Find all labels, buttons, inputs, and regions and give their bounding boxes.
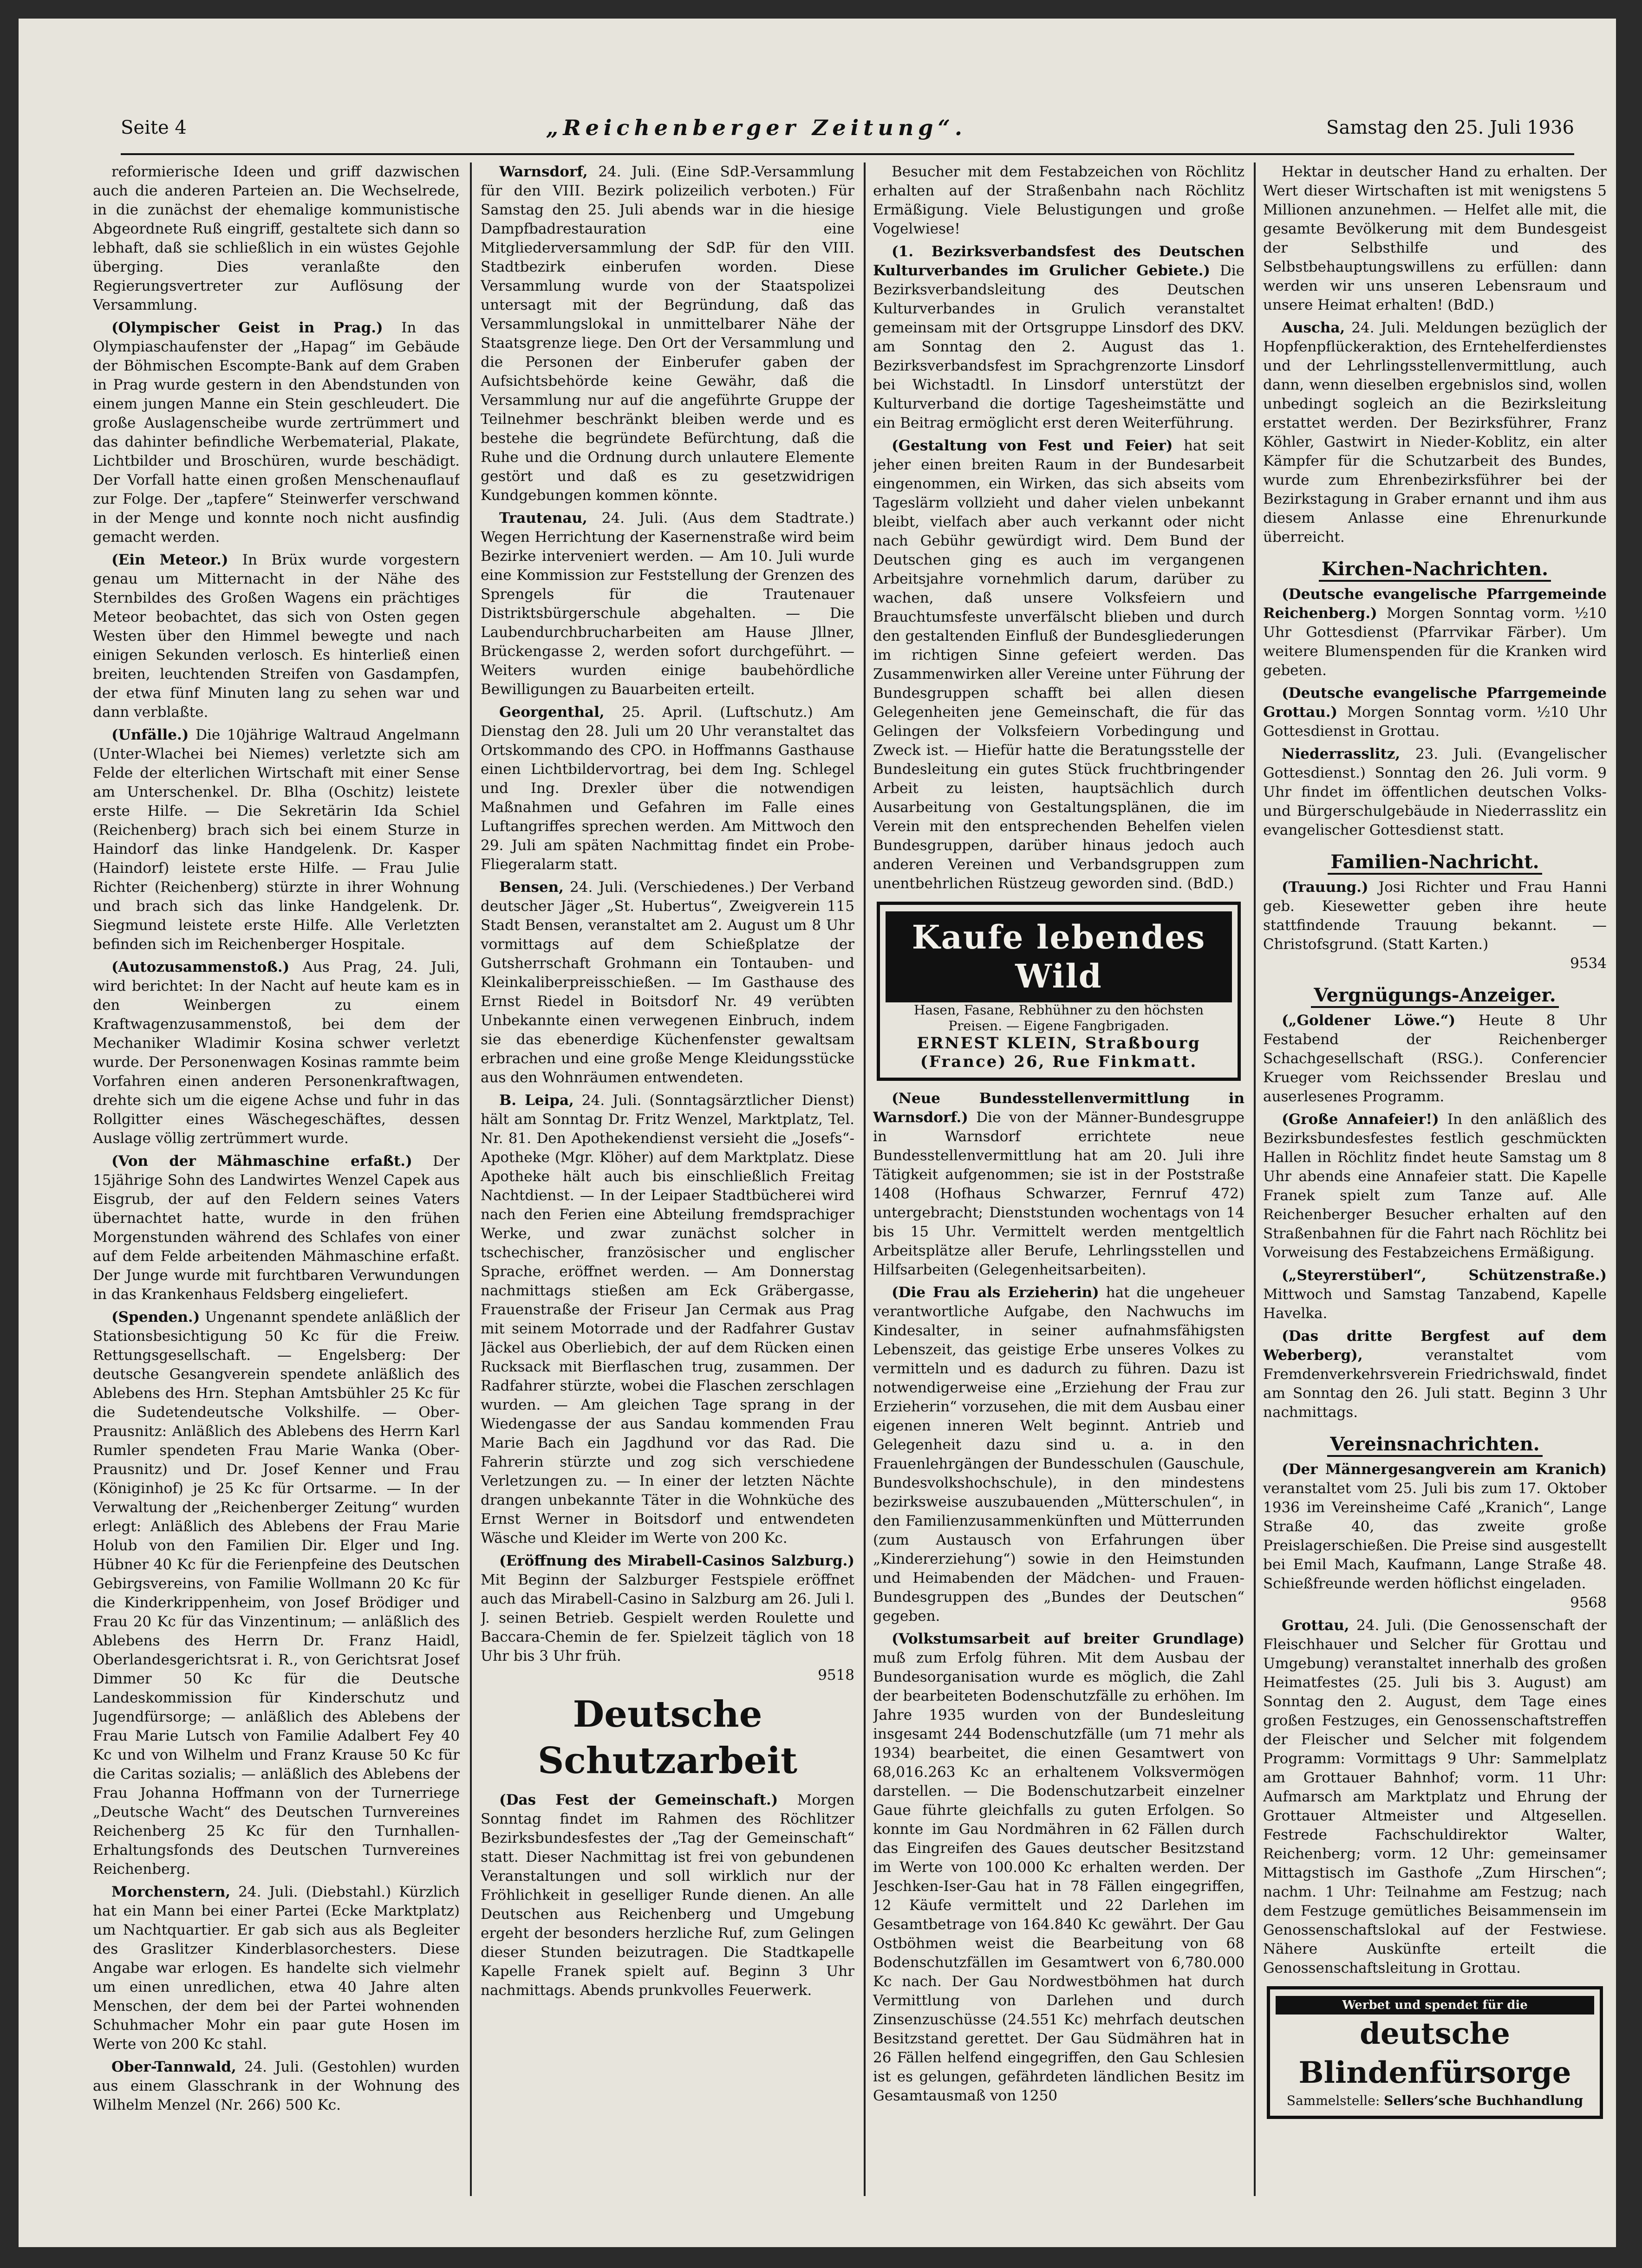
section-heading-vergnuegung: Vergnügungs-Anzeiger. — [1263, 982, 1607, 1008]
article: (Die Frau als Erzieherin) hat die ungeheuer verantwortliche Aufgabe, den Nachwuchs im Kindesalter, in seiner aufnahmsfähigsten Lebenszeit, das geistige Erbe unseres Volkes zu vermitteln und es dadurch zu führen. Dazu ist notwendigerweise eine „Erziehung der Frau zur Erzieherin“ vorzusehen, die mit dem Ausbau einer eigenen inneren Welt beginnt. Antrieb und Gelegenheit dazu sind u. a. in den Frauenlehrgängen der Bundesschulen (Gauschule, Bundesvolkshochschule), in den mindestens bezirksweise auszubauenden „Mütterschulen“, in den Familienzusammenkünften und Mütterrunden (zum Austausch von Erfahrungen über „Kindererziehung“) sowie in den Heimstunden und Heimabenden der Mädchen- und Frauen-Bundesgruppen des „Bundes der Deutschen“ gegeben. — [873, 1284, 1245, 1625]
column-3 — [873, 162, 1245, 2196]
article: reformierische Ideen und griff dazwischen auch die anderen Parteien an. Die Wechselrede, in die zunächst der ehemalige kommunistische Abgeordnete Ruß eingriff, gestaltete sich dann so lebhaft, daß sie schließlich in ein wüstes Gejohle überging. Dies veranlaßte den Regierungsvertreter zur Auflösung der Versammlung. — [93, 163, 460, 313]
column-rule — [470, 162, 472, 2196]
newspaper-page — [19, 19, 1616, 2247]
article: Morchenstern, 24. Juli. (Diebstahl.) Kürzlich hat ein Mann bei einer Partei (Ecke Marktplatz) um Nachtquartier. Er gab sich aus als Begleiter des Graslitzer Kinderblasorchesters. Diese Angabe war erlogen. Es handelte sich vielmehr um einen unredlichen, etwa 40 Jahre alten Menschen, der dem bei der Partei wohnenden Schuhmacher Mohr ein paar gute Hosen im Werte von 200 Kc stahl. — [93, 1884, 460, 2053]
column-1 — [93, 162, 460, 2196]
article: Bensen, 24. Juli. (Verschiedenes.) Der Verband deutscher Jäger „St. Hubertus“, Zweigverein 115 Stadt Bensen, veranstaltet am 2. August um 8 Uhr vormittags auf dem Schießplatze der Gutsherrschaft Grohmann ein Tontauben- und Kleinkaliberpreisschießen. — Im Gasthause des Ernst Riedel in Boitsdorf Nr. 49 verübten Unbekannte einen verwegenen Einbruch, indem sie das ebenerdige Küchenfenster gewaltsam erbrachen und eine große Menge Kleidungsstücke aus den Wohnräumen entwendeten. — [481, 879, 854, 1086]
notice: (Der Männergesangverein am Kranich) veranstaltet vom 25. Juli bis zum 17. Oktober 1936 im Vereinsheime Café „Kranich“, Lange Straße 40, das zweite große Preislagerschießen. Die Preise sind ausgestellt bei Emil Mach, Kaufmann, Lange Straße 48. Schießfreunde werden höflichst eingeladen. 9568 — [1263, 1460, 1607, 1612]
ad-blind-headline: deutsche Blindenfürsorge — [1298, 2016, 1571, 2090]
article: Hektar in deutscher Hand zu erhalten. Der Wert dieser Wirtschaften ist mit wenigstens 5 Millionen anzunehmen. — Helfet alle mit, die gesamte Bevölkerung mit dem Bundesgeist der Selbsthilfe und des Selbstbehauptungswillens zu erfüllen: dann werden wir uns unseren Lebensraum und unsere Heimat erhalten! (BdD.) — [1263, 163, 1607, 313]
ad-wild-firm: ERNEST KLEIN, Straßbourg — [917, 1034, 1201, 1053]
column-rule — [1254, 162, 1256, 2196]
section-heading-kirchen: Kirchen-Nachrichten. — [1263, 556, 1607, 582]
ad-wild-text: Hasen, Fasane, Rebhühner zu den höchsten Preisen. — Eigene Fangbrigaden. — [913, 1002, 1204, 1033]
notice: (Das dritte Bergfest auf dem Weberberg), veranstaltet vom Fremdenverkehrsverein Friedrichswald, findet am Sonntag den 26. Juli statt. Beginn 3 Uhr nachmittags. — [1263, 1328, 1607, 1421]
article: (Ein Meteor.) In Brüx wurde vorgestern genau um Mitternacht in der Nähe des Sternbildes des Großen Wagens ein prächtiges Meteor beobachtet, das sich von Osten gegen Westen über den Himmel bewegte und nach einigen Sekunden verlosch. Es hinterließ einen breiten, leuchtenden Streifen von Gasdampfen, der etwa fünf Minuten lang zu sehen war und dann verblaßte. — [93, 552, 460, 721]
ad-wild-address: (France) 26, Rue Finkmatt. — [920, 1053, 1198, 1071]
section-heading-vereins: Vereinsnachrichten. — [1263, 1431, 1607, 1457]
article: Warnsdorf, 24. Juli. (Eine SdP.-Versammlung für den VIII. Bezirk polizeilich verboten.) Für Samstag den 25. Juli abends war in die hiesige Dampfbadrestauration eine Mitgliederversammlung der SdP. für den VIII. Stadtbezirk einberufen worden. Diese Versammlung wurde von der Staatspolizei untersagt mit der Begründung, daß das Versammlungslokal in unmittelbarer Nähe der Staatsgrenze liege. Den Ort der Versammlung und die Personen der Einberufer gaben der Aufsichtsbehörde keine Gewähr, daß die Versammlung nur auf die angeführte Gruppe der Teilnehmer beschränkt bleiben werde und es bestehe die begründete Befürchtung, daß die Ruhe und die Ordnung durch unlautere Elemente gestört und daß es zu gesetzwidrigen Kundgebungen kommen könnte. — [481, 163, 854, 504]
article: B. Leipa, 24. Juli. (Sonntagsärztlicher Dienst) hält am Sonntag Dr. Fritz Wenzel, Marktplatz, Tel. Nr. 81. Den Apothekendienst versieht die „Josefs“-Apotheke (Mgr. Klöher) auf dem Marktplatz. Diese Apotheke hält auch bis einschließlich Freitag Nachtdienst. — In der Leipaer Stadtbücherei wird nach den Ferien eine Abteilung fremdsprachiger Werke, und zwar zunächst solcher in tschechischer, französischer und englischer Sprache, eröffnet werden. — Am Donnerstag nachmittags stießen am Eck Gräbergasse, Frauenstraße der Friseur Jan Cermak aus Prag mit seinem Motorrade und der Radfahrer Gustav Jäckel aus Oberliebich, der auf dem Rücken einen Rucksack mit Bierflaschen trug, zusammen. Der Radfahrer stürzte, wobei die Flaschen zerschlagen wurden. — Am gleichen Tage sprang in der Wiedengasse der aus Sandau kommenden Frau Marie Bach ein Jagdhund vor das Rad. Die Fahrerin stürzte und zog sich verschiedene Verletzungen zu. — In einer der letzten Nächte drangen unbekannte Täter in die Wohnküche des Ernst Werner in Boitsdorf und entwendeten Wäsche und Kleider im Werte von 200 Kc. — [481, 1092, 854, 1547]
article: Auscha, 24. Juli. Meldungen bezüglich der Hopfenpflückeraktion, des Erntehelferdienstes und der Lehrlingsstellenvermittlung, auch dann, wenn dieselben ergebnislos sind, wollen unbedingt sogleich an die Bezirksleitung erstattet werden. Der Bezirksführer, Franz Köhler, Gastwirt in Nieder-Koblitz, ein alter Kämpfer für die Schutzarbeit des Bundes, wurde zum Ehrenbezirksführer bei der Bezirkstagung in Graber ernannt und ihm aus diesem Anlasse eine Ehrenurkunde überreicht. — [1263, 319, 1607, 546]
article: (1. Bezirksverbandsfest des Deutschen Kulturverbandes im Grulicher Gebiete.) Die Bezirksverbandsleitung des Deutschen Kulturverbandes in Grulich veranstaltet gemeinsam mit der Ortsgruppe Linsdorf des DKV. am Sonntag den 2. August das 1. Bezirksverbandsfest im Sprachgrenzorte Linsdorf bei Wichstadtl. In Linsdorf unterstützt der Kulturverband die dortige Tagesheimstätte und ein Beitrag ermöglicht erst deren Weiterführung. — [873, 243, 1245, 431]
ad-number: 9534 — [1570, 955, 1607, 972]
notice: Niederrasslitz, 23. Juli. (Evangelischer Gottesdienst.) Sonntag den 26. Juli vorm. 9 Uhr findet im öffentlichen deutschen Volks- und Bürgerschulgebäude in Niederrasslitz ein evangelischer Gottesdienst statt. — [1263, 746, 1607, 838]
column-2 — [481, 162, 854, 2196]
ad-number: 9518 — [818, 1667, 854, 1683]
advertisement-blindenfuersorge — [1267, 1986, 1603, 2119]
ad-wild-headline-box — [886, 911, 1232, 1002]
notice: („Steyrerstüberl“, Schützenstraße.) Mittwoch und Samstag Tanzabend, Kapelle Havelka. — [1263, 1267, 1607, 1322]
ad-blind-foot: Sammelstelle: Sellers’sche Buchhandlung — [1286, 2093, 1583, 2108]
article: (Olympischer Geist in Prag.) In das Olympiaschaufenster der „Hapag“ im Gebäude der Böhmischen Escompte-Bank auf dem Graben in Prag wurde gestern in den Abendstunden von einem jungen Manne ein Stein geschleudert. Die große Auslagenscheibe wurde zertrümmert und das dahinter befindliche Werbematerial, Plakate, Lichtbilder und Broschüren, wurde beschädigt. Der Vorfall hatte einen großen Menschenauflauf zur Folge. Der „tapfere“ Steinwerfer verschwand in der Menge und konnte noch nicht ausfindig gemacht werden. — [93, 319, 460, 546]
section-banner: Deutsche Schutzarbeit — [537, 1693, 798, 1782]
article: (Volkstumsarbeit auf breiter Grundlage) muß zum Erfolg führen. Mit dem Ausbau der Bundesorganisation wurde es möglich, die Zahl der bearbeiteten Bodenschutzfälle zu erhöhen. Im Jahre 1935 wurden von der Bundesleitung insgesamt 244 Bodenschutzfälle (um 71 mehr als 1934) bearbeitet, die einen Gesamtwert von 68,016.263 Kc an erhaltenem Volksvermögen darstellen. — Die Bodenschutzarbeit einzelner Gaue führte gleichfalls zu guten Erfolgen. So konnte im Gau Nordmähren in 62 Fällen durch das Eingreifen des Gaues deutscher Besitzstand im Werte von 100.000 Kc erhalten werden. Der Jeschken-Iser-Gau hat in 78 Fällen eingegriffen, 12 Käufe vermittelt und 22 Darlehen im Gesamtbetrage von 164.840 Kc gewährt. Der Gau Ostböhmen weist die Bearbeitung von 68 Bodenschutzfällen im Gesamtwert von 6,780.000 Kc nach. Der Gau Nordwestböhmen hat durch Vermittlung von Darlehen und durch Zinsenzuschüsse (24.551 Kc) mehrfach deutschen Besitzstand gerettet. Der Gau Südmähren hat in 26 Fällen helfend eingegriffen, den Gau Schlesien ist es gelungen, gefährdeten ländlichen Besitz im Gesamtausmaß von 1250 — [873, 1631, 1245, 2104]
section-heading-familien: Familien-Nachricht. — [1263, 849, 1607, 875]
notice: (Deutsche evangelische Pfarrgemeinde Grottau.) Morgen Sonntag vorm. ½10 Uhr Gottesdienst in Grottau. — [1263, 685, 1607, 740]
article: Besucher mit dem Festabzeichen von Röchlitz erhalten auf der Straßenbahn nach Röchlitz Ermäßigung. Viele Belustigungen und große Vogelwiese! — [873, 163, 1245, 237]
page-number: Seite 4 — [121, 117, 187, 138]
article: Ober-Tannwald, 24. Juli. (Gestohlen) wurden aus einem Glasschrank in der Wohnung des Wilhelm Menzel (Nr. 266) 500 Kc. — [93, 2059, 460, 2113]
column-4 — [1263, 162, 1607, 2196]
ad-wild-headline: Kaufe lebendes Wild — [912, 918, 1206, 995]
issue-date: Samstag den 25. Juli 1936 — [1326, 117, 1574, 138]
article: (Neue Bundesstellenvermittlung in Warnsdorf.) Die von der Männer-Bundesgruppe in Warnsdorf errichtete neue Bundesstellenvermittlung hat am 20. Juli ihre Tätigkeit aufgenommen; sie ist in der Poststraße 1408 (Hofhaus Schwarzer, Fernruf 472) untergebracht; Dienststunden wochentags von 14 bis 15 Uhr. Vermittelt werden mentgeltlich Arbeitsplätze aller Berufe, Lehrlingsstellen und Hilfsarbeiten (Gelegenheitsarbeiten). — [873, 1090, 1245, 1278]
notice: Grottau, 24. Juli. (Die Genossenschaft der Fleischhauer und Selcher für Grottau und Umgebung) veranstaltet innerhalb des großen Heimatfestes (25. Juli bis 3. August) am Sonntag den 2. August, dem Tage eines großen Festzuges, ein Genossenschaftstreffen der Fleischer und Selcher mit folgendem Programm: Vormittags 9 Uhr: Sammelplatz am Grottauer Bahnhof; vorm. 11 Uhr: Aufmarsch am Marktplatz und Ehrung der Grottauer Altmeister und Altgesellen. Festrede Fachschuldirektor Walter, Reichenberg; vorm. 12 Uhr: gemeinsamer Mittagstisch im Gasthofe „Zum Hirschen“; nachm. 1 Uhr: Teilnahme am Festzug; nach dem Festzuge gemütliches Beisammensein im Genossenschaftslokal auf der Festwiese. Nähere Auskünfte erteilt die Genossenschaftsleitung in Grottau. — [1263, 1617, 1607, 1976]
column-rule — [864, 162, 866, 2196]
ad-blind-top: Werbet und spendet für die — [1276, 1996, 1594, 2015]
article: Trautenau, 24. Juli. (Aus dem Stadtrate.) Wegen Herrichtung der Kasernenstraße wird beim Bezirke interveniert werden. — Am 10. Juli wurde eine Kommission zur Feststellung der Grenzen des Sprengels für die Trautenauer Distriktsbürgerschule abgehalten. — Die Laubendurchbrucharbeiten am Hause Jllner, Brückengasse 2, werden sofort durchgeführt. — Weiters wurden einige baubehördliche Bewilligungen zu Bauarbeiten erteilt. — [481, 510, 854, 698]
notice: („Goldener Löwe.“) Heute 8 Uhr Festabend der Reichenberger Schachgesellschaft (RSG.). Conferencier Krueger vom Reichssender Breslau und auserlesenes Programm. — [1263, 1012, 1607, 1105]
page-header — [121, 102, 1574, 155]
advertisement-wild — [877, 902, 1241, 1081]
article: (Eröffnung des Mirabell-Casinos Salzburg.) Mit Beginn der Salzburger Festspiele eröffnet auch das Mirabell-Casino in Salzburg am 26. Juli l. J. seinen Betrieb. Gespielt werden Roulette und Baccara-Chemin de fer. Spielzeit täglich von 18 Uhr bis 3 Uhr früh. 9518 — [481, 1552, 854, 1685]
notice: (Deutsche evangelische Pfarrgemeinde Reichenberg.) Morgen Sonntag vorm. ½10 Uhr Gottesdienst (Pfarrvikar Färber). Um weitere Blumenspenden für die Kranken wird gebeten. — [1263, 586, 1607, 679]
article: (Spenden.) Ungenannt spendete anläßlich der Stationsbesichtigung 50 Kc für die Freiw. Rettungsgesellschaft. — Engelsberg: Der deutsche Gesangverein spendete anläßlich des Ablebens des Hrn. Stephan Amtsbühler 25 Kc für die Sudetendeutsche Volkshilfe. — Ober-Prausnitz: Anläßlich des Ablebens des Herrn Karl Rumler spendeten Frau Marie Wanka (Ober-Prausnitz) und Dr. Josef Kenner und Frau (Königinhof) je 25 Kc für Ortsarme. — In der Verwaltung der „Reichenberger Zeitung“ wurden erlegt: Anläßlich des Ablebens der Frau Marie Holub von den Familien Dir. Elger und Ing. Hübner 40 Kc für die Ferienpfeine des Deutschen Gebirgsvereins, von Familie Wollmann 20 Kc für die Kinderkrippenheim, von Josef Brödiger und Frau 20 Kc für das Vinzentinum; — anläßlich des Ablebens des Herrn Dr. Franz Haidl, Oberlandesgerichtsrat i. R., von Gerichtsrat Josef Dimmer 50 Kc für die Deutsche Landeskommission für Kinderschutz und Jugendfürsorge; — anläßlich des Ablebens der Frau Marie Lutsch von Familie Adalbert Fey 40 Kc und von Wilhelm und Franz Krause 50 Kc für die Caritas sozialis; — anläßlich des Ablebens der Frau Johanna Hoffmann von der Turnerriege „Deutsche Wacht“ des Deutschen Turnvereines Reichenberg 25 Kc für den Turnhallen-Erhaltungsfonds des Deutschen Turnvereines Reichenberg. — [93, 1309, 460, 1878]
ad-number: 9568 — [1570, 1594, 1607, 1611]
notice: (Große Annafeier!) In den anläßlich des Bezirksbundesfestes festlich geschmückten Hallen in Röchlitz findet heute Samstag um 8 Uhr abends eine Annafeier statt. Die Kapelle Franek spielt zum Tanze auf. Alle Reichenberger Besucher erhalten auf den Straßenbahnen für die Fahrt nach Röchlitz bei Vorweisung des Festabzeichens Ermäßigung. — [1263, 1111, 1607, 1261]
article: (Unfälle.) Die 10jährige Waltraud Angelmann (Unter-Wlachei bei Niemes) verletzte sich am Felde der elterlichen Wirtschaft mit einer Sense am Unterschenkel. Dr. Blha (Oschitz) leistete erste Hilfe. — Die Sekretärin Ida Schiel (Reichenberg) brach sich bei einem Sturze in Haindorf das linke Handgelenk. Dr. Kasper (Haindorf) leistete erste Hilfe. — Frau Julie Richter (Reichenberg) stürzte in ihrer Wohnung und brach sich das linke Handgelenk. Dr. Siegmund leistete erste Hilfe. Alle Verletzten befinden sich im Reichenberger Hospitale. — [93, 727, 460, 953]
article: Georgenthal, 25. April. (Luftschutz.) Am Dienstag den 28. Juli um 20 Uhr veranstaltet das Ortskommando des CPO. in Hoffmanns Gasthause einen Lichtbildervortrag, bei dem Ing. Schlegel und Ing. Drexler über die notwendigen Maßnahmen und Gefahren im Falle eines Luftangriffes sprechen werden. Am Mittwoch den 29. Juli am späten Nachmittag findet ein Probe-Fliegeralarm statt. — [481, 704, 854, 873]
article: (Von der Mähmaschine erfaßt.) Der 15jährige Sohn des Landwirtes Wenzel Capek aus Eisgrub, der auf den Feldern seines Vaters übernachtet hatte, wurde in den frühen Morgenstunden während des Schlafes von einer auf dem Felde arbeitenden Mähmaschine erfaßt. Der Junge wurde mit furchtbaren Verwundungen in das Krankenhaus Feldsberg eingeliefert. — [93, 1153, 460, 1303]
newspaper-title: „Reichenberger Zeitung“. — [546, 115, 967, 140]
notice: (Trauung.) Josi Richter und Frau Hanni geb. Kiesewetter geben ihre heute stattfindende Trauung bekannt. — Christofsgrund. (Statt Karten.) 9534 — [1263, 878, 1607, 973]
article: (Gestaltung von Fest und Feier) hat seit jeher einen breiten Raum in der Bundesarbeit eingenommen, ein Wirken, das sich abseits vom Tageslärm vollzieht und daher vielen unbekannt bleibt, vielfach aber auch verkannt oder nicht nach Gebühr gewürdigt wird. Dem Bund der Deutschen ging es auch im vergangenen Arbeitsjahre vornehmlich darum, darüber zu wachen, daß unsere Volksfeiern und Brauchtumsfeste unverfälscht blieben und durch den gestaltenden Einfluß der Bundesgliederungen im richtigen Sinne gefeiert werden. Das Zusammenwirken aller Vereine unter Führung der Bundesgruppen schafft bei allen diesen Gelegenheiten jene Gemeinschaft, die für das Gelingen der Volksfeiern Vorbedingung und Zweck ist. — Hiefür hatte die Beratungsstelle der Bundesleitung ein gutes Stück fruchtbringender Arbeit zu leisten, hauptsächlich durch Ausarbeitung von Gestaltungsplänen, die im Verein mit den entsprechenden Behelfen vielen Bundesgruppen, darüber hinaus jedoch auch anderen Vereinen und Verbandsgruppen zum unentbehrlichen Rüstzeug geworden sind. (BdD.) — [873, 437, 1245, 892]
article: (Autozusammenstoß.) Aus Prag, 24. Juli, wird berichtet: In der Nacht auf heute kam es in den Weinbergen zu einem Kraftwagenzusammenstoß, bei dem der Mechaniker Wladimir Kosina schwer verletzt wurde. Der Personenwagen Kosinas rammte beim Vorfahren einen anderen Personenkraftwagen, drehte sich um die eigene Achse und fuhr in das Rollgitter eines Wäschegeschäftes, dessen Auslage völlig zertrümmert wurde. — [93, 959, 460, 1147]
article: (Das Fest der Gemeinschaft.) Morgen Sonntag findet im Rahmen des Röchlitzer Bezirksbundesfestes der „Tag der Gemeinschaft“ statt. Dieser Nachmittag ist frei von gebundenen Veranstaltungen und soll wirklich nur der Fröhlichkeit in geselliger Runde dienen. An alle Deutschen aus Reichenberg und Umgebung ergeht der besonders herzliche Ruf, zum Gelingen dieser Stunden beizutragen. Die Stadtkapelle Kapelle Franek spielt auf. Beginn 3 Uhr nachmittags. Abends prunkvolles Feuerwerk. — [481, 1792, 854, 1999]
